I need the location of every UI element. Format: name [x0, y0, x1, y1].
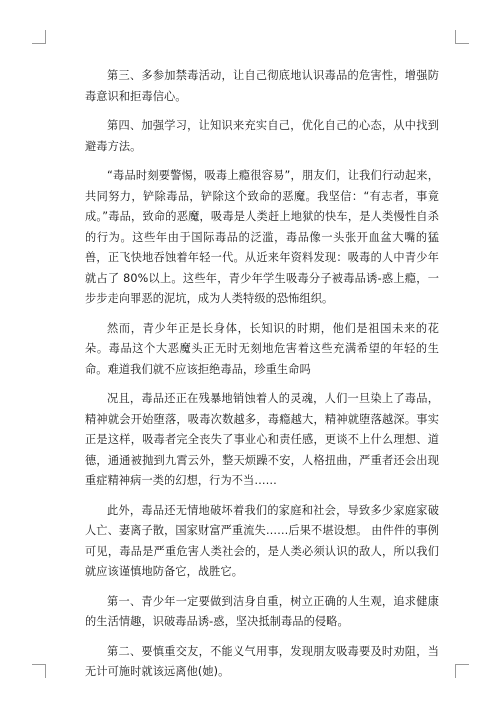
paragraph-4: 然而，青少年正是长身体，长知识的时期，他们是祖国未来的花朵。毒品这个大恶魔头正无时无刻地危害着这些充满希望的年轻的生命。难道我们就不应该拒绝毒品，珍重生命吗 [85, 321, 439, 376]
paragraph-3: “毒品时刻要警惕，吸毒上瘾很容易”，朋友们，让我们行动起来，共同努力，铲除毒品，铲除这个致命的恶魔。我坚信：“有志者，事竟成。”毒品，致命的恶魔，吸毒是人类赶上地狱的快车，是人类慢性自杀的行为。这些年由于国际毒品的泛滥，毒品像一头张开血盆大嘴的猛兽，正飞快地吞蚀着年轻一代。从近来年资料发现：吸毒的人中青少年就占了 80%以上。这些年，青少年学生吸毒分子被毒品诱-惑上瘾，一步步走向罪恶的泥坑，成为人类特级的恐怖组织。 [85, 169, 439, 305]
paragraph-6: 此外，毒品还无情地破坏着我们的家庭和社会，导致多少家庭家破人亡、妻离子散，国家财富严重流失……后果不堪设想。 由件件的事例可见，毒品是严重危害人类社会的，是人类必须认识的敌人，所以我们就应该谨慎地防备它，战胜它。 [85, 503, 439, 578]
crop-mark-bottom-right [455, 664, 469, 678]
document-body [85, 66, 439, 692]
crop-mark-top-left [32, 30, 46, 44]
paragraph-1: 第三、多参加禁毒活动，让自己彻底地认识毒品的危害性，增强防毒意识和拒毒信心。 [85, 69, 439, 103]
paragraph-5: 况且，毒品还正在残暴地销蚀着人的灵魂，人们一旦染上了毒品，精神就会开始堕落，吸毒次数越多，毒瘾越大，精神就堕落越深。事实正是这样，吸毒者完全丧失了事业心和责任感，更谈不上什么理想、道德，通通被抛到九霄云外，整天烦躁不安，人格扭曲，严重者还会出现重症精神病一类的幻想，行为不当…… [85, 392, 439, 487]
paragraph-8: 第二、要慎重交友，不能义气用事，发现朋友吸毒要及时劝阻，当无计可施时就该远离他(她)。 [85, 644, 439, 678]
paragraph-2: 第四、加强学习，让知识来充实自己，优化自己的心态，从中找到避毒方法。 [85, 119, 439, 153]
paragraph-7: 第一、青少年一定要做到洁身自重，树立正确的人生观，追求健康的生活情趣，识破毒品诱-惑，坚决抵制毒品的侵略。 [85, 594, 439, 628]
crop-mark-bottom-left [32, 664, 46, 678]
crop-mark-top-right [455, 30, 469, 44]
